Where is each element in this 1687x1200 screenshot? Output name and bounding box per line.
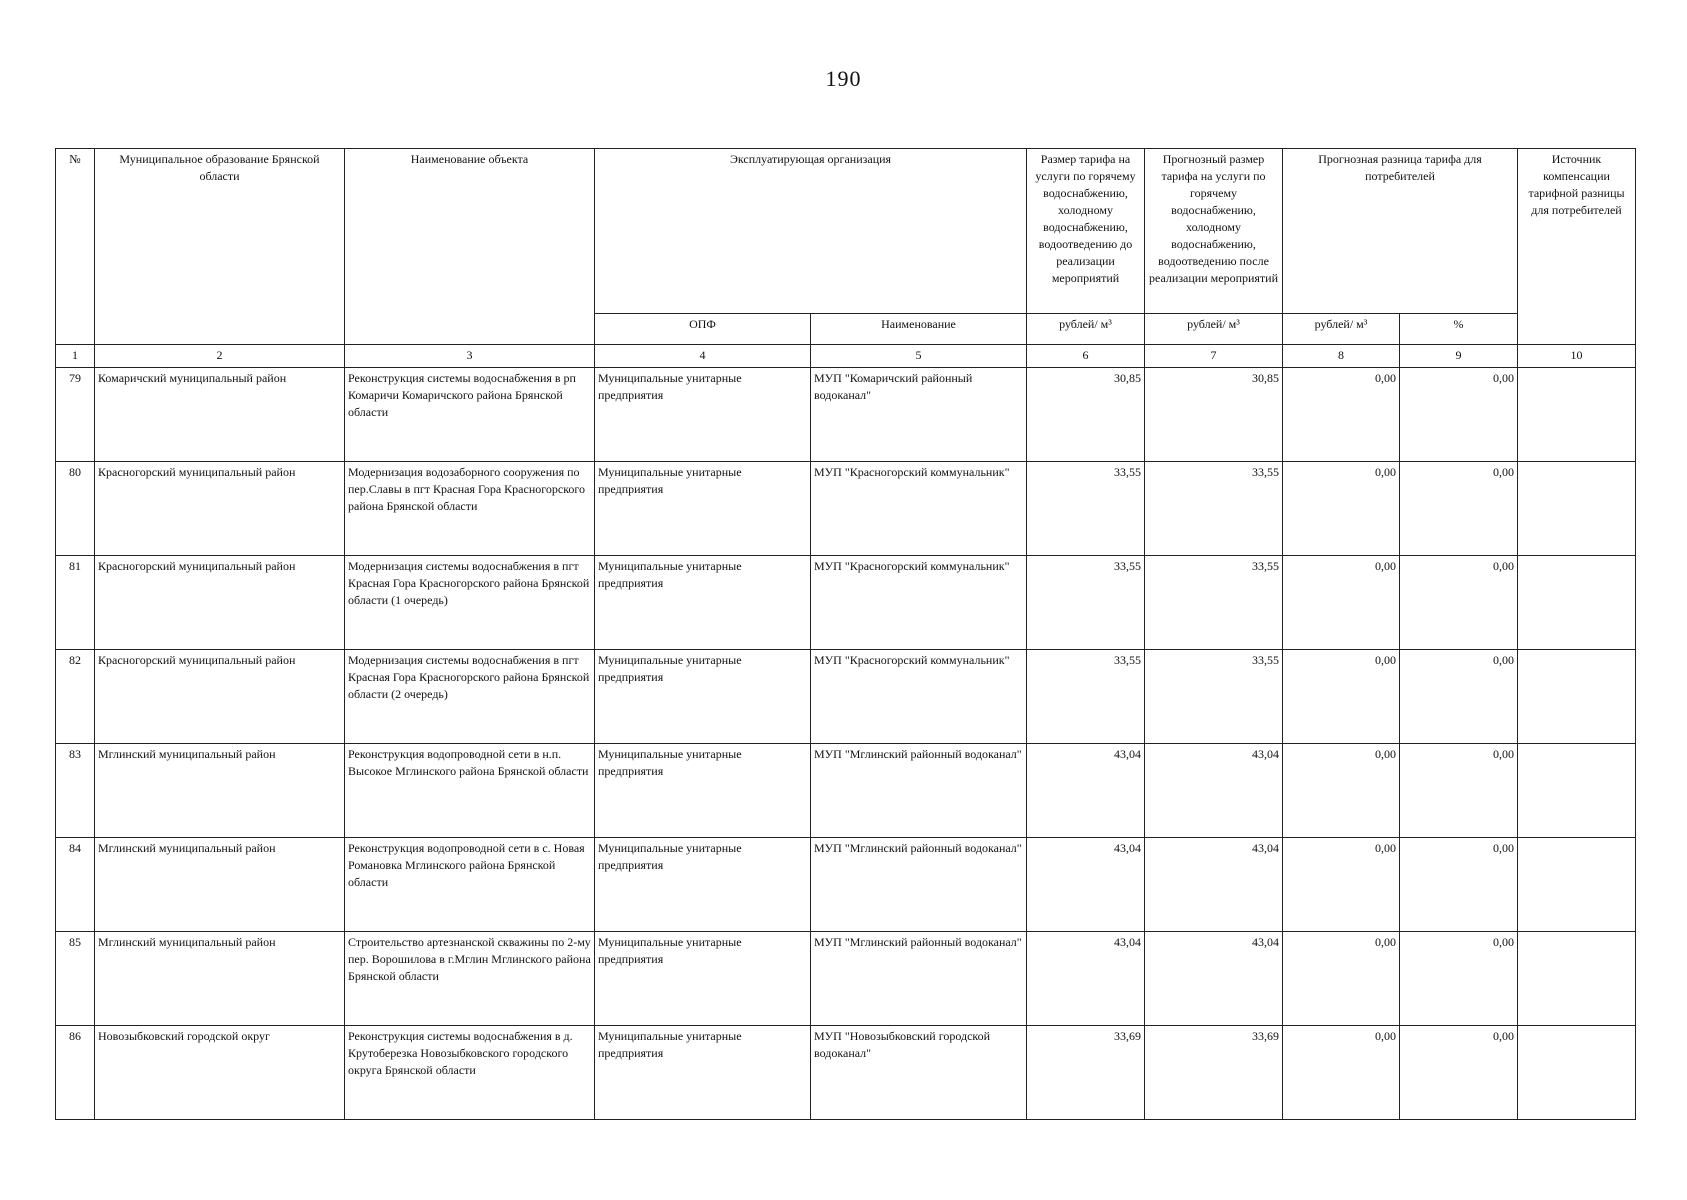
cell-tariff-after: 33,55 bbox=[1145, 556, 1283, 650]
cell-diff-percent: 0,00 bbox=[1400, 1026, 1518, 1120]
cell-object: Модернизация системы водоснабжения в пгт Красная Гора Красногорского района Брянской области (2 очередь) bbox=[345, 650, 595, 744]
table-row bbox=[56, 838, 1636, 932]
cell-opf: Муниципальные унитарные предприятия bbox=[595, 650, 811, 744]
cell-tariff-after: 33,55 bbox=[1145, 650, 1283, 744]
cell-no: 80 bbox=[56, 462, 95, 556]
cell-opf: Муниципальные унитарные предприятия bbox=[595, 1026, 811, 1120]
cell-object: Модернизация водозаборного сооружения по пер.Славы в пгт Красная Гора Красногорского района Брянской области bbox=[345, 462, 595, 556]
cell-source bbox=[1518, 838, 1636, 932]
cell-diff-rub: 0,00 bbox=[1283, 462, 1400, 556]
column-number: 4 bbox=[595, 345, 811, 368]
cell-diff-percent: 0,00 bbox=[1400, 368, 1518, 462]
cell-diff-rub: 0,00 bbox=[1283, 368, 1400, 462]
header-unit-percent: % bbox=[1400, 314, 1518, 345]
cell-object: Модернизация системы водоснабжения в пгт Красная Гора Красногорского района Брянской области (1 очередь) bbox=[345, 556, 595, 650]
cell-opf: Муниципальные унитарные предприятия bbox=[595, 744, 811, 838]
cell-diff-percent: 0,00 bbox=[1400, 462, 1518, 556]
column-number: 6 bbox=[1027, 345, 1145, 368]
cell-source bbox=[1518, 368, 1636, 462]
cell-no: 85 bbox=[56, 932, 95, 1026]
table-row bbox=[56, 744, 1636, 838]
table-row bbox=[56, 556, 1636, 650]
cell-diff-percent: 0,00 bbox=[1400, 556, 1518, 650]
cell-org-name: МУП "Мглинский районный водоканал" bbox=[811, 838, 1027, 932]
header-object: Наименование объекта bbox=[345, 149, 595, 345]
column-number: 5 bbox=[811, 345, 1027, 368]
header-unit-after: рублей/ м³ bbox=[1145, 314, 1283, 345]
column-number: 8 bbox=[1283, 345, 1400, 368]
table-row bbox=[56, 650, 1636, 744]
cell-diff-rub: 0,00 bbox=[1283, 556, 1400, 650]
cell-tariff-before: 33,55 bbox=[1027, 556, 1145, 650]
cell-tariff-before: 43,04 bbox=[1027, 932, 1145, 1026]
tariff-table bbox=[55, 148, 1636, 1120]
cell-source bbox=[1518, 462, 1636, 556]
cell-org-name: МУП "Красногорский коммунальник" bbox=[811, 556, 1027, 650]
cell-municipality: Комаричский муниципальный район bbox=[95, 368, 345, 462]
cell-opf: Муниципальные унитарные предприятия bbox=[595, 932, 811, 1026]
cell-tariff-before: 33,55 bbox=[1027, 462, 1145, 556]
cell-opf: Муниципальные унитарные предприятия bbox=[595, 838, 811, 932]
cell-source bbox=[1518, 556, 1636, 650]
cell-diff-rub: 0,00 bbox=[1283, 1026, 1400, 1120]
cell-opf: Муниципальные унитарные предприятия bbox=[595, 462, 811, 556]
cell-tariff-before: 30,85 bbox=[1027, 368, 1145, 462]
cell-tariff-after: 33,55 bbox=[1145, 462, 1283, 556]
cell-tariff-before: 43,04 bbox=[1027, 838, 1145, 932]
cell-tariff-after: 43,04 bbox=[1145, 932, 1283, 1026]
column-number: 10 bbox=[1518, 345, 1636, 368]
cell-no: 86 bbox=[56, 1026, 95, 1120]
cell-municipality: Мглинский муниципальный район bbox=[95, 838, 345, 932]
cell-source bbox=[1518, 650, 1636, 744]
cell-diff-rub: 0,00 bbox=[1283, 650, 1400, 744]
cell-diff-rub: 0,00 bbox=[1283, 932, 1400, 1026]
header-tariff-after: Прогнозный размер тарифа на услуги по горячему водоснабжению, холодному водоснабжению, водоотведению после реализации мероприятий bbox=[1145, 149, 1283, 314]
column-number: 3 bbox=[345, 345, 595, 368]
header-operator: Эксплуатирующая организация bbox=[595, 149, 1027, 314]
cell-object: Реконструкция системы водоснабжения в д. Крутоберезка Новозыбковского городского округа Брянской области bbox=[345, 1026, 595, 1120]
cell-object: Реконструкция водопроводной сети в с. Новая Романовка Мглинского района Брянской области bbox=[345, 838, 595, 932]
cell-org-name: МУП "Мглинский районный водоканал" bbox=[811, 932, 1027, 1026]
cell-tariff-after: 30,85 bbox=[1145, 368, 1283, 462]
header-org-name: Наименование bbox=[811, 314, 1027, 345]
table-row bbox=[56, 932, 1636, 1026]
cell-object: Реконструкция системы водоснабжения в рп Комаричи Комаричского района Брянской области bbox=[345, 368, 595, 462]
cell-no: 82 bbox=[56, 650, 95, 744]
table-row bbox=[56, 1026, 1636, 1120]
cell-tariff-after: 33,69 bbox=[1145, 1026, 1283, 1120]
cell-municipality: Красногорский муниципальный район bbox=[95, 462, 345, 556]
header-tariff-before: Размер тарифа на услуги по горячему водоснабжению, холодному водоснабжению, водоотведению до реализации мероприятий bbox=[1027, 149, 1145, 314]
cell-org-name: МУП "Комаричский районный водоканал" bbox=[811, 368, 1027, 462]
header-no: № bbox=[56, 149, 95, 345]
header-source: Источник компенсации тарифной разницы для потребителей bbox=[1518, 149, 1636, 345]
cell-municipality: Красногорский муниципальный район bbox=[95, 556, 345, 650]
column-number: 2 bbox=[95, 345, 345, 368]
cell-diff-percent: 0,00 bbox=[1400, 650, 1518, 744]
cell-source bbox=[1518, 744, 1636, 838]
cell-source bbox=[1518, 1026, 1636, 1120]
cell-object: Строительство артезнанской скважины по 2-му пер. Ворошилова в г.Мглин Мглинского района Брянской области bbox=[345, 932, 595, 1026]
cell-org-name: МУП "Мглинский районный водоканал" bbox=[811, 744, 1027, 838]
header-opf: ОПФ bbox=[595, 314, 811, 345]
table-row bbox=[56, 368, 1636, 462]
cell-no: 83 bbox=[56, 744, 95, 838]
cell-no: 79 bbox=[56, 368, 95, 462]
cell-municipality: Новозыбковский городской округ bbox=[95, 1026, 345, 1120]
column-numbers-row bbox=[56, 345, 1636, 368]
cell-source bbox=[1518, 932, 1636, 1026]
column-number: 7 bbox=[1145, 345, 1283, 368]
cell-opf: Муниципальные унитарные предприятия bbox=[595, 368, 811, 462]
cell-municipality: Мглинский муниципальный район bbox=[95, 744, 345, 838]
cell-diff-percent: 0,00 bbox=[1400, 744, 1518, 838]
cell-object: Реконструкция водопроводной сети в н.п. Высокое Мглинского района Брянской области bbox=[345, 744, 595, 838]
page-number: 190 bbox=[825, 66, 862, 91]
table-row bbox=[56, 462, 1636, 556]
column-number: 9 bbox=[1400, 345, 1518, 368]
cell-org-name: МУП "Новозыбковский городской водоканал" bbox=[811, 1026, 1027, 1120]
header-difference: Прогнозная разница тарифа для потребителей bbox=[1283, 149, 1518, 314]
cell-diff-percent: 0,00 bbox=[1400, 838, 1518, 932]
cell-org-name: МУП "Красногорский коммунальник" bbox=[811, 462, 1027, 556]
cell-diff-percent: 0,00 bbox=[1400, 932, 1518, 1026]
cell-tariff-after: 43,04 bbox=[1145, 838, 1283, 932]
cell-tariff-before: 43,04 bbox=[1027, 744, 1145, 838]
header-unit-diff: рублей/ м³ bbox=[1283, 314, 1400, 345]
header-municipality: Муниципальное образование Брянской области bbox=[95, 149, 345, 345]
cell-tariff-before: 33,55 bbox=[1027, 650, 1145, 744]
cell-municipality: Мглинский муниципальный район bbox=[95, 932, 345, 1026]
cell-tariff-after: 43,04 bbox=[1145, 744, 1283, 838]
cell-org-name: МУП "Красногорский коммунальник" bbox=[811, 650, 1027, 744]
cell-opf: Муниципальные унитарные предприятия bbox=[595, 556, 811, 650]
cell-diff-rub: 0,00 bbox=[1283, 838, 1400, 932]
column-number: 1 bbox=[56, 345, 95, 368]
cell-municipality: Красногорский муниципальный район bbox=[95, 650, 345, 744]
cell-no: 81 bbox=[56, 556, 95, 650]
cell-tariff-before: 33,69 bbox=[1027, 1026, 1145, 1120]
cell-no: 84 bbox=[56, 838, 95, 932]
header-unit-before: рублей/ м³ bbox=[1027, 314, 1145, 345]
cell-diff-rub: 0,00 bbox=[1283, 744, 1400, 838]
